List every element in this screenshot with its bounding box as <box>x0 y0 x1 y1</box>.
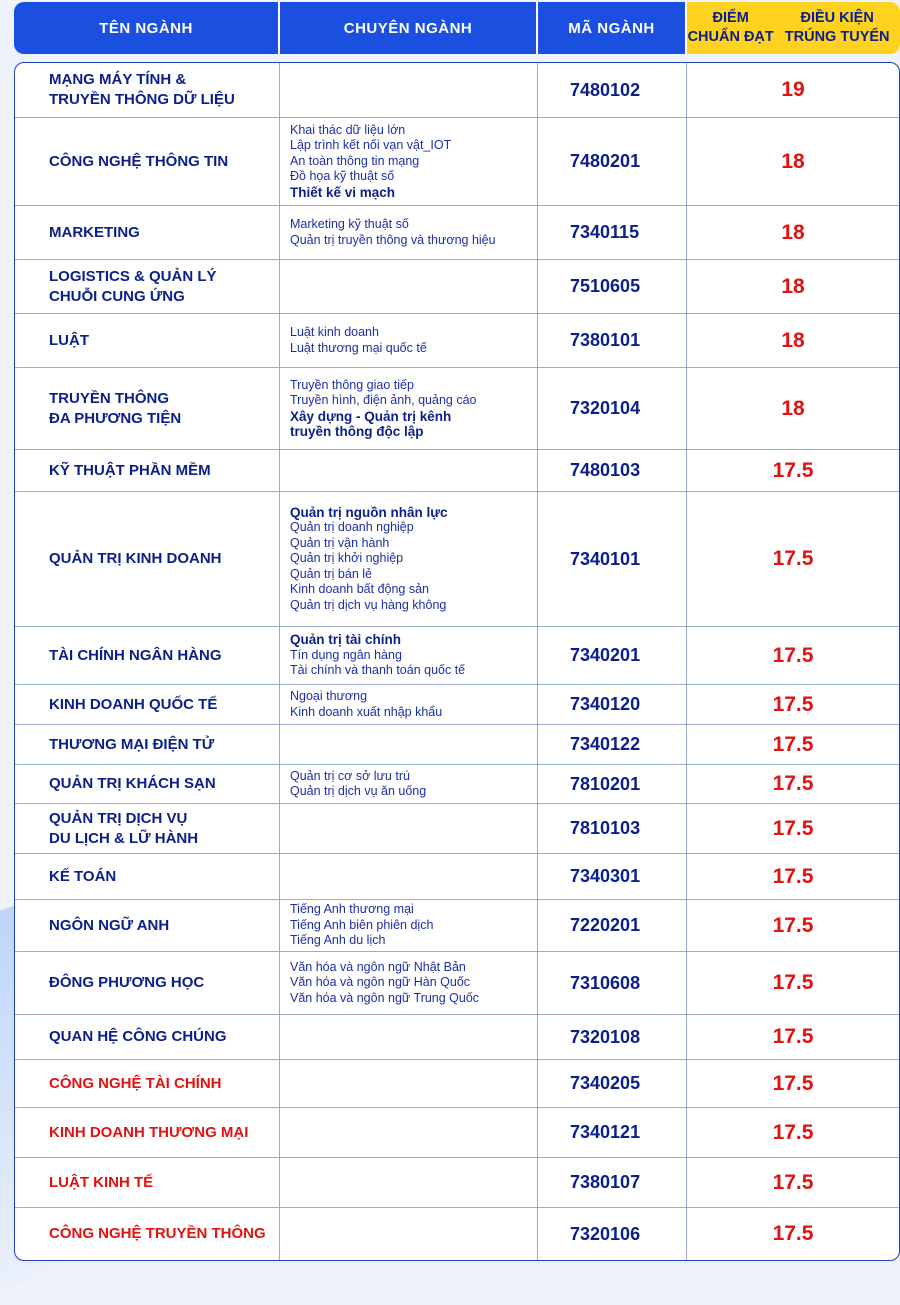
specializations <box>280 1208 538 1260</box>
specializations <box>280 765 538 803</box>
specialization-item: Ngoại thương <box>290 689 368 703</box>
benchmark-score: 18 <box>781 328 805 352</box>
major-code: 7480103 <box>538 450 687 491</box>
benchmark-score: 17.5 <box>772 1222 814 1245</box>
major-code: 7380101 <box>538 314 687 367</box>
benchmark-score: 18 <box>781 274 805 298</box>
specialization-item: Văn hóa và ngôn ngữ Trung Quốc <box>290 990 480 1005</box>
specialization-item: truyền thông độc lập <box>290 424 424 439</box>
table-row <box>15 1108 899 1158</box>
major-code: 7340205 <box>538 1060 687 1107</box>
specialization-item: Đồ họa kỹ thuật số <box>290 169 395 184</box>
major-code: 7340121 <box>538 1108 687 1157</box>
table-row <box>15 450 899 492</box>
specialization-item: Truyền hình, điện ảnh, quảng cáo <box>290 393 477 407</box>
specializations <box>280 685 538 724</box>
benchmark-score: 17.5 <box>772 1170 814 1194</box>
major-code: 7320104 <box>538 368 687 449</box>
major-code: 7220201 <box>538 900 687 951</box>
specialization-item: Quản trị doanh nghiệp <box>290 520 414 535</box>
benchmark-score: 17.5 <box>772 692 814 716</box>
table-row <box>15 952 899 1015</box>
specialization-item: Truyền thông giao tiếp <box>290 377 414 392</box>
specializations <box>280 804 538 853</box>
major-code: 7340122 <box>538 725 687 764</box>
specialization-item: Văn hóa và ngôn ngữ Nhật Bản <box>290 959 466 974</box>
major-name: TRUYỀN THÔNG ĐA PHƯƠNG TIỆN <box>15 368 280 449</box>
specializations <box>280 1015 538 1059</box>
header-major-name: TÊN NGÀNH <box>14 2 280 54</box>
specialization-item: Quản trị cơ sở lưu trú <box>290 768 410 783</box>
major-name: LUẬT KINH TẾ <box>15 1158 280 1207</box>
major-name: ĐÔNG PHƯƠNG HỌC <box>15 952 280 1014</box>
benchmark-score: 17.5 <box>772 732 814 756</box>
specialization-item: Luật kinh doanh <box>290 325 379 339</box>
major-name: QUAN HỆ CÔNG CHÚNG <box>15 1015 280 1059</box>
table-row <box>15 260 899 314</box>
specialization-item: Xây dựng - Quản trị kênh <box>290 408 452 424</box>
benchmark-score: 17.5 <box>772 971 814 994</box>
benchmark-score: 18 <box>781 220 805 244</box>
major-code: 7340201 <box>538 627 687 684</box>
table-row <box>15 1015 899 1060</box>
benchmark-score: 17.5 <box>772 913 814 937</box>
benchmark-score: 17.5 <box>772 864 814 888</box>
major-name: CÔNG NGHỆ TÀI CHÍNH <box>15 1060 280 1107</box>
table-row <box>15 627 899 685</box>
specializations <box>280 900 538 951</box>
benchmark-score: 18 <box>781 149 805 173</box>
specialization-item: Khai thác dữ liệu lớn <box>290 122 406 137</box>
major-name: TÀI CHÍNH NGÂN HÀNG <box>15 627 280 684</box>
header-major-code: MÃ NGÀNH <box>538 2 687 54</box>
header-benchmark-score <box>687 2 900 54</box>
major-code: 7510605 <box>538 260 687 313</box>
major-name: LUẬT <box>15 314 280 367</box>
specialization-item: Quản trị truyền thông và thương hiệu <box>290 232 496 247</box>
benchmark-score: 17.5 <box>772 643 814 667</box>
major-code: 7320108 <box>538 1015 687 1059</box>
benchmark-score: 17.5 <box>772 816 814 840</box>
specializations <box>280 1158 538 1207</box>
major-name: MẠNG MÁY TÍNH & TRUYỀN THÔNG DỮ LIỆU <box>15 63 280 117</box>
major-code: 7810201 <box>538 765 687 803</box>
benchmark-score: 17.5 <box>772 547 814 570</box>
specialization-item: Quản trị khởi nghiệp <box>290 551 404 566</box>
table-row <box>15 854 899 900</box>
table-row <box>15 206 899 260</box>
specialization-item: Tín dụng ngân hàng <box>290 647 402 662</box>
benchmark-score: 18 <box>781 396 805 420</box>
specializations <box>280 492 538 626</box>
specialization-item: Lập trình kết nối vạn vật_IOT <box>290 138 452 153</box>
specialization-item: Marketing kỹ thuật số <box>290 217 409 231</box>
specialization-item: Văn hóa và ngôn ngữ Hàn Quốc <box>290 975 471 990</box>
major-code: 7480102 <box>538 63 687 117</box>
table-row <box>15 1060 899 1108</box>
specialization-item: Kinh doanh xuất nhập khẩu <box>290 704 443 719</box>
major-name: QUẢN TRỊ KHÁCH SẠN <box>15 765 280 803</box>
major-name: NGÔN NGỮ ANH <box>15 900 280 951</box>
specialization-item: Quản trị dịch vụ hàng không <box>290 597 447 612</box>
specialization-item: Tiếng Anh du lịch <box>290 933 386 948</box>
specialization-item: Quản trị bán lẻ <box>290 566 372 581</box>
table-header <box>14 2 900 54</box>
specializations <box>280 368 538 449</box>
table-row <box>15 685 899 725</box>
specializations <box>280 206 538 259</box>
specialization-item: Kinh doanh bất động sản <box>290 582 430 597</box>
specialization-item: Luật thương mại quốc tế <box>290 340 427 355</box>
header-score-line-2: ĐIỀU KIỆN TRÚNG TUYỂN <box>784 10 890 45</box>
specialization-item: Thiết kế vi mạch <box>290 184 396 200</box>
table-row <box>15 1158 899 1208</box>
major-name: KẾ TOÁN <box>15 854 280 899</box>
benchmark-score: 19 <box>781 78 805 101</box>
table-row <box>15 804 899 854</box>
table-row <box>15 492 899 627</box>
major-code: 7380107 <box>538 1158 687 1207</box>
benchmark-score: 17.5 <box>772 458 814 482</box>
specializations <box>280 952 538 1014</box>
table-row <box>15 63 899 118</box>
major-code: 7340115 <box>538 206 687 259</box>
specializations <box>280 1108 538 1157</box>
major-code: 7810103 <box>538 804 687 853</box>
specializations <box>280 854 538 899</box>
table-row <box>15 765 899 804</box>
major-name: QUẢN TRỊ KINH DOANH <box>15 492 280 626</box>
table-row <box>15 900 899 952</box>
specialization-item: Quản trị dịch vụ ăn uống <box>290 784 427 798</box>
admission-score-table <box>14 0 900 1247</box>
benchmark-score: 17.5 <box>772 1025 814 1048</box>
specialization-item: Tài chính và thanh toán quốc tế <box>290 663 466 678</box>
major-name: QUẢN TRỊ DỊCH VỤ DU LỊCH & LỮ HÀNH <box>15 804 280 853</box>
major-name: MARKETING <box>15 206 280 259</box>
benchmark-score: 17.5 <box>772 1071 814 1095</box>
benchmark-score: 17.5 <box>772 1120 814 1144</box>
major-name: KINH DOANH QUỐC TẾ <box>15 685 280 724</box>
table-row <box>15 368 899 450</box>
specialization-item: Tiếng Anh thương mại <box>290 902 414 917</box>
major-name: KỸ THUẬT PHẦN MỀM <box>15 450 280 491</box>
specialization-item: Quản trị vận hành <box>290 535 390 550</box>
major-code: 7340301 <box>538 854 687 899</box>
specialization-item: Tiếng Anh biên phiên dịch <box>290 917 434 932</box>
table-row <box>15 314 899 368</box>
header-score-line-1: ĐIỂM CHUẨN ĐẠT <box>687 10 774 45</box>
table-row <box>15 118 899 206</box>
major-name: THƯƠNG MẠI ĐIỆN TỬ <box>15 725 280 764</box>
specializations <box>280 450 538 491</box>
specialization-item: An toàn thông tin mạng <box>290 153 420 168</box>
table-body <box>14 62 900 1261</box>
specializations <box>280 1060 538 1107</box>
major-code: 7310608 <box>538 952 687 1014</box>
specializations <box>280 314 538 367</box>
table-row <box>15 1208 899 1260</box>
major-code: 7340120 <box>538 685 687 724</box>
benchmark-score: 17.5 <box>772 772 814 795</box>
major-name: CÔNG NGHỆ THÔNG TIN <box>15 118 280 205</box>
major-code: 7320106 <box>538 1208 687 1260</box>
major-name: LOGISTICS & QUẢN LÝ CHUỖI CUNG ỨNG <box>15 260 280 313</box>
specializations <box>280 118 538 205</box>
specialization-item: Quản trị nguồn nhân lực <box>290 504 448 520</box>
major-name: KINH DOANH THƯƠNG MẠI <box>15 1108 280 1157</box>
specializations <box>280 627 538 684</box>
specializations <box>280 63 538 117</box>
table-row <box>15 725 899 765</box>
header-specialization: CHUYÊN NGÀNH <box>280 2 538 54</box>
major-code: 7340101 <box>538 492 687 626</box>
major-code: 7480201 <box>538 118 687 205</box>
specializations <box>280 260 538 313</box>
specialization-item: Quản trị tài chính <box>290 632 402 648</box>
specializations <box>280 725 538 764</box>
major-name: CÔNG NGHỆ TRUYỀN THÔNG <box>15 1208 280 1260</box>
